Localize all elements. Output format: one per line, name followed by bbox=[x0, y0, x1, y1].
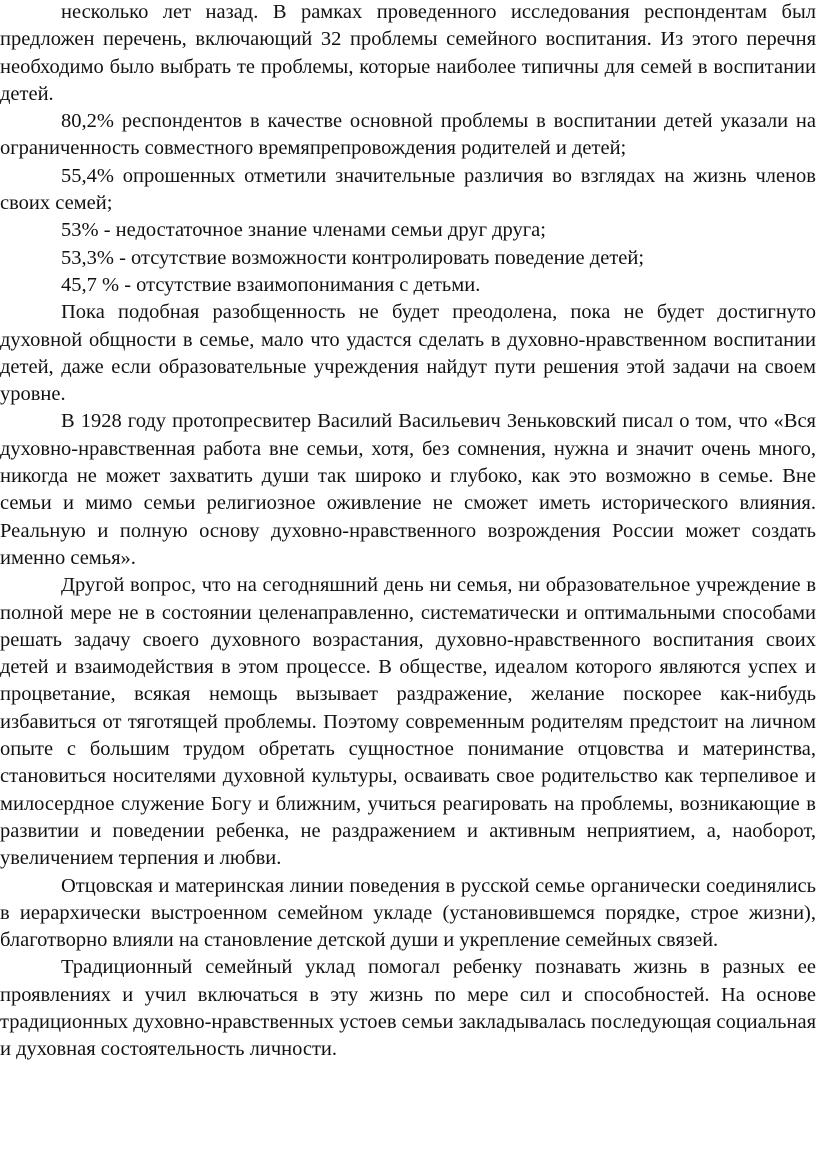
paragraph-11: Традиционный семейный уклад помогал ребенку познавать жизнь в разных ее проявлениях и учил включаться в эту жизнь по мере сил и способностей. На основе традиционных духовно-нравственных устоев семьи закладывалась последующая социальная и духовная состоятельность личности. bbox=[0, 956, 816, 1061]
paragraph-3: 55,4% опрошенных отметили значительные различия во взглядах на жизнь членов своих семей; bbox=[0, 164, 816, 215]
paragraph-1: несколько лет назад. В рамках проведенного исследования респондентам был предложен перечень, включающий 32 проблемы семейного воспитания. Из этого перечня необходимо было выбрать те проблемы, которые наиболее типичны для семей в воспитании детей. bbox=[0, 1, 816, 105]
paragraph-10: Отцовская и материнская линии поведения в русской семье органически соединялись в иерархически выстроенном семейном укладе (установившемся порядке, строе жизни), благотворно влияли на становление детской души и укрепление семейных связей. bbox=[0, 874, 816, 952]
paragraph-6: 45,7 % - отсутствие взаимопонимания с детьми. bbox=[61, 273, 481, 296]
paragraph-7: Пока подобная разобщенность не будет преодолена, пока не будет достигнуто духовной общности в семье, мало что удастся сделать в духовно-нравственном воспитании детей, даже если образовательные учреждения найдут пути решения этой задачи на своем уровне. bbox=[0, 301, 816, 406]
paragraph-4: 53% - недостаточное знание членами семьи друг друга; bbox=[61, 219, 546, 242]
paragraph-5: 53,3% - отсутствие возможности контролировать поведение детей; bbox=[61, 246, 645, 269]
paragraph-8: В 1928 году протопресвитер Василий Васильевич Зеньковский писал о том, что «Вся духовно-нравственная работа вне семьи, хотя, без сомнения, нужна и значит очень много, никогда не может захватить души так широко и глубоко, как это возможно в семье. Вне семьи и мимо семьи религиозное оживление не сможет иметь исторического влияния. Реальную и полную основу духовно-нравственного возрождения России может создать именно семья». bbox=[0, 410, 816, 569]
paragraph-9: Другой вопрос, что на сегодняшний день ни семья, ни образовательное учреждение в полной мере не в состоянии целенаправленно, систематически и оптимальными способами решать задачу своего духовного возрастания, духовно-нравственного воспитания своих детей и взаимодействия в этом процессе. В обществе, идеалом которого являются успех и процветание, всякая немощь вызывает раздражение, желание поскорее как-нибудь избавиться от тяготящей проблемы. Поэтому современным родителям предстоит на личном опыте с большим трудом обретать сущностное понимание отцовства и материнства, становиться носителями духовной культуры, осваивать свое родительство как терпеливое и милосердное служение Богу и ближним, учиться реагировать на проблемы, возникающие в развитии и поведении ребенка, не раздражением и активным неприятием, а, наоборот, увеличением терпения и любви. bbox=[0, 574, 816, 870]
paragraph-2: 80,2% респондентов в качестве основной проблемы в воспитании детей указали на ограниченность совместного времяпрепровождения родителей и детей; bbox=[0, 110, 816, 160]
